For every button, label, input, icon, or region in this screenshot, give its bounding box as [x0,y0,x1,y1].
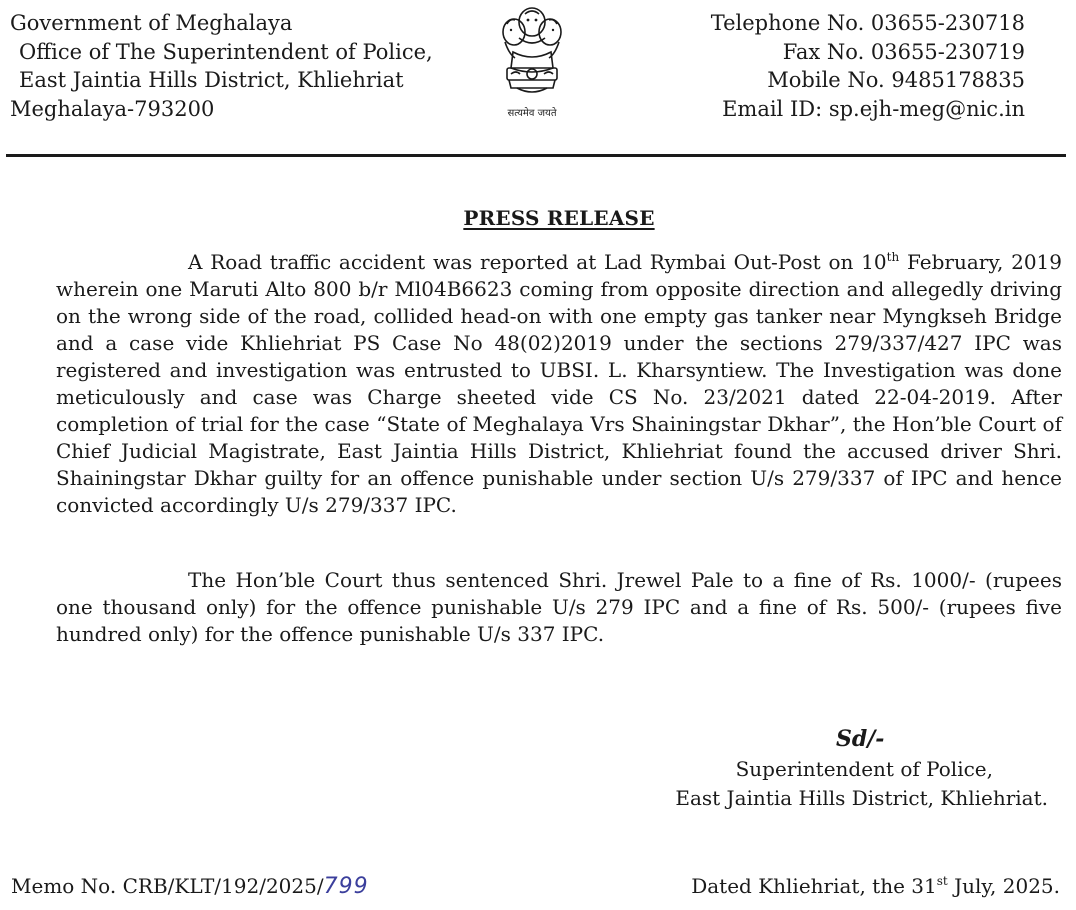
document-title: PRESS RELEASE [463,206,655,230]
address-line-district: East Jaintia Hills District, Khliehriat [19,68,404,92]
memo-prefix: Memo No. CRB/KLT/192/2025/ [11,874,324,898]
address-line-state-pin: Meghalaya-793200 [10,96,215,121]
fax-number: Fax No. 03655-230719 [782,39,1025,64]
memo-number [11,874,369,899]
p2-text: The Hon’ble Court thus sentenced Shri. Jrewel Pale to a fine of Rs. 1000/- (rupees one thousand only) for the offence punishable U/s 279 IPC and a fine of Rs. 500/- (rupees five hundred only) for the offence punishable U/s 337 IPC. [56,568,1062,646]
dated-ordinal-suffix: st [936,874,948,888]
emblem-motto: सत्यमेव जयते [507,108,557,119]
mobile-number: Mobile No. 9485178835 [767,68,1025,92]
office-address-block [10,9,433,123]
p1-text-rest: February, 2019 wherein one Maruti Alto 800 b/r Ml04B6623 coming from opposite direction and allegedly driving on the wrong side of the road, collided head-on with one empty gas tanker near Myngkseh Bridge and a case vide Khliehriat PS Case No 48(02)2019 under the sections 279/337/427 IPC was registered and investigation was entrusted to UBSI. L. Kharsyntiew. The Investigation was done meticulously and case was Charge sheeted vide CS No. 23/2021 dated 22-04-2019. After completion of trial for the case “State of Meghalaya Vrs Shainingstar Dkhar”, the Hon’ble Court of Chief Judicial Magistrate, East Jaintia Hills District, Khliehriat found the accused driver Shri. Shainingstar Dkhar guilty for an offence punishable under section U/s 279/337 of IPC and hence convicted accordingly U/s 279/337 IPC. [56,250,1062,517]
signature-sd: Sd/- [836,726,885,752]
press-release-paragraph-1 [56,249,1062,519]
email-id: Email ID: sp.ejh-meg@nic.in [722,96,1025,121]
address-line-government: Government of Meghalaya [10,11,293,35]
p1-ordinal-suffix: th [886,250,900,264]
signatory-designation: Superintendent of Police, [735,757,993,781]
signatory-district: East Jaintia Hills District, Khliehriat. [675,786,1048,810]
lion-capital-icon [497,2,567,108]
contact-block [711,9,1025,123]
memo-handwritten-number: 799 [323,874,369,899]
p1-text-start: A Road traffic accident was reported at Lad Rymbai Out-Post on 10 [188,250,887,274]
dated-prefix: Dated Khliehriat, the 31 [691,874,937,898]
dated-suffix: July, 2025. [947,874,1060,898]
telephone-number: Telephone No. 03655-230718 [710,11,1025,35]
dated-line [691,874,1060,898]
press-release-paragraph-2 [56,567,1062,648]
state-emblem [487,2,577,126]
address-line-office: Office of The Superintendent of Police, [19,39,433,64]
header-divider [6,154,1066,157]
